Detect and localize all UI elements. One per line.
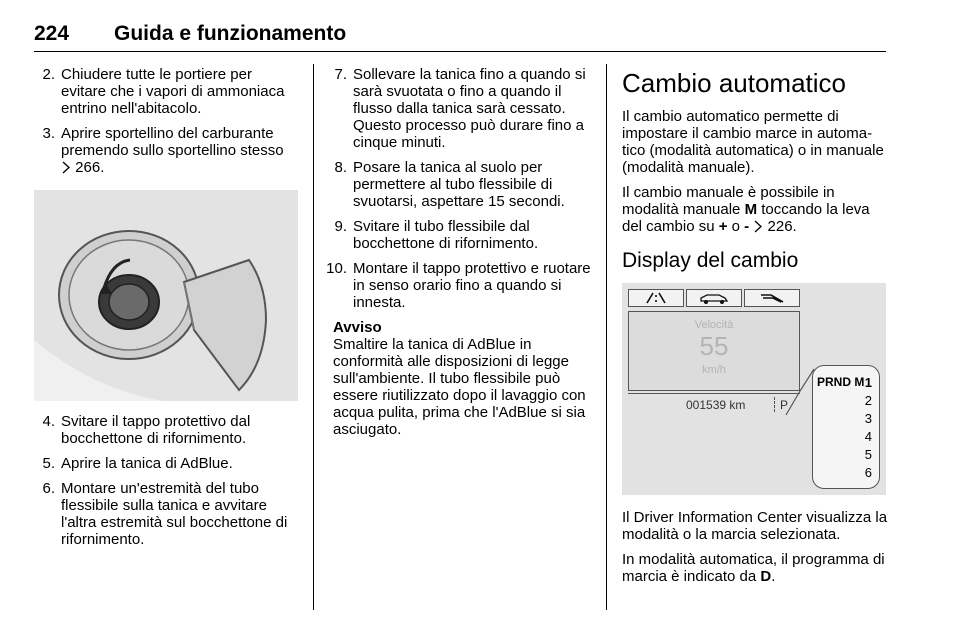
paragraph-intro: Il cambio automatico permette di impostare il cambio marce in automatico (modalità automatica) o in manuale (modalità manuale). <box>622 108 884 176</box>
gear-5: 5 <box>864 447 872 462</box>
section-title: Cambio automatico <box>622 68 846 98</box>
step-7 <box>323 66 595 151</box>
speed-unit: km/h <box>702 364 726 376</box>
step-5 <box>34 455 300 472</box>
step-text: Sollevare la tanica fino a quando si sarà svuotata o fino a quando il flusso dalla tanica sarà cessato. Questo processo può durare fino a cinque minuti. <box>353 66 586 151</box>
step-number: 6. <box>42 480 55 497</box>
text-run: . <box>771 568 776 585</box>
column-middle <box>323 66 595 438</box>
page-title: Guida e funzionamento <box>114 22 347 45</box>
step-text: Chiudere tutte le portiere per evitare che i vapori di ammoniaca entrino nell'abitacolo. <box>61 66 285 117</box>
step-9 <box>323 218 595 252</box>
column-divider-right <box>606 64 607 610</box>
page-reference-arrow-icon <box>753 220 763 233</box>
step-number: 3. <box>42 125 55 142</box>
plus-sign: + <box>718 218 728 235</box>
step-number: 5. <box>42 455 55 472</box>
step-4 <box>34 413 300 447</box>
mode-m: M <box>744 201 758 218</box>
page-reference-link[interactable]: 266. <box>75 159 105 176</box>
gear-6: 6 <box>864 465 872 480</box>
column-divider-left <box>313 64 314 610</box>
step-6 <box>34 480 300 548</box>
page-header <box>34 22 886 48</box>
step-text: Svitare il tappo protettivo dal bocchettone di rifornimento. <box>61 413 251 447</box>
odometer: 001539 km <box>686 398 746 412</box>
page-reference-link[interactable]: 226. <box>767 218 797 235</box>
text-run: o <box>727 218 745 235</box>
fuel-filler-photo <box>34 190 298 401</box>
text-run: toccando la leva del cambio su <box>622 201 870 235</box>
step-text: Svitare il tubo flessibile dal bocchettone di rifornimento. <box>353 218 539 252</box>
gear-1: 1 <box>864 375 872 390</box>
step-number: 2. <box>42 66 55 83</box>
step-10 <box>323 260 595 311</box>
gear-3: 3 <box>864 411 872 426</box>
page-number: 224 <box>34 22 70 45</box>
gear-4: 4 <box>864 429 872 444</box>
gear-display-illustration <box>622 283 886 495</box>
mode-d: D <box>760 568 772 585</box>
column-left <box>34 66 300 556</box>
step-2 <box>34 66 300 117</box>
speed-value: 55 <box>699 331 729 361</box>
step-text <box>61 125 300 176</box>
subsection-title: Display del cambio <box>622 249 799 272</box>
step-number: 9. <box>334 218 347 235</box>
gear-selection-callout <box>812 365 880 489</box>
column-right <box>622 66 888 593</box>
step-number: 8. <box>334 159 347 176</box>
page-reference-arrow-icon <box>61 161 71 174</box>
paragraph-dic: Il Driver Information Center visualizza la modalità o la marcia selezionata. <box>622 509 888 543</box>
notice-text: Smaltire la tanica di AdBlue in conformità alle disposizioni di legge sull'ambiente. Il tubo flessibile può essere riutilizzato dopo il lavaggio con acqua pulita, prima che l'AdBlue si sia asciugato. <box>333 336 586 438</box>
step-3-text: Aprire sportellino del carburante premendo sullo sportellino stesso <box>61 125 284 159</box>
step-text: Montare il tappo protettivo e ruotare in senso orario fino a quando si innesta. <box>353 260 591 311</box>
header-rule <box>34 51 886 52</box>
step-text: Aprire la tanica di AdBlue. <box>61 455 233 472</box>
current-gear-indicator: P <box>780 398 789 412</box>
text-run: In modalità automatica, il programma di marcia è indicato da <box>622 551 885 585</box>
step-number: 7. <box>334 66 347 83</box>
step-3 <box>34 125 300 176</box>
speed-label: Velocità <box>694 319 734 331</box>
step-number: 10. <box>326 260 347 277</box>
paragraph-manual-mode <box>622 184 888 235</box>
gear-modes: PRND M <box>817 375 865 389</box>
step-8 <box>323 159 595 210</box>
step-text: Posare la tanica al suolo per permettere al tubo flessibile di svuotarsi, aspettare 15 secondi. <box>353 159 565 210</box>
minus-sign: - <box>744 218 750 235</box>
gear-2: 2 <box>864 393 872 408</box>
step-text: Montare un'estremità del tubo flessibile sulla tanica e avvitare l'altra estremità sul bocchettone di rifornimento. <box>61 480 288 548</box>
text-run: Il cambio manuale è possibile in modalità manuale <box>622 184 835 218</box>
step-number: 4. <box>42 413 55 430</box>
notice-title: Avviso <box>333 319 382 336</box>
notice-box <box>323 319 595 438</box>
paragraph-auto-mode <box>622 551 888 585</box>
